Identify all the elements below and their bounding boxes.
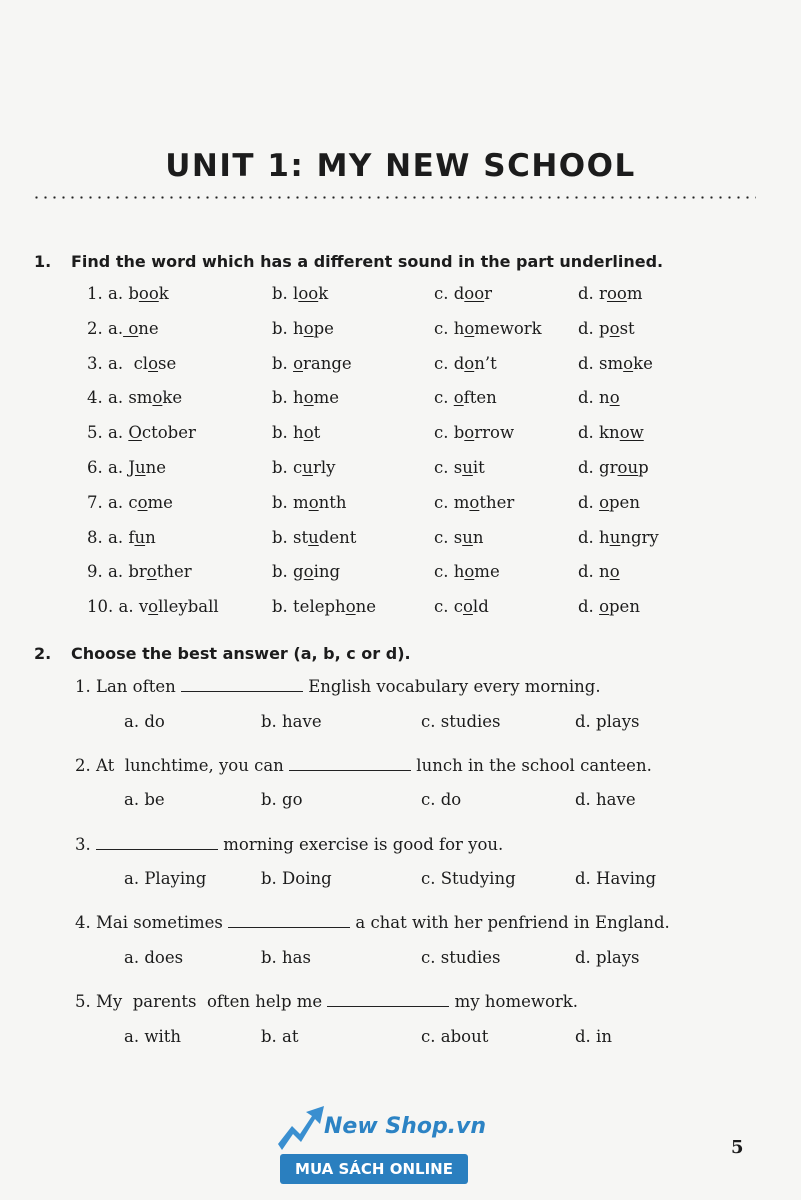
option-a: 5. a. October (87, 423, 196, 443)
answer-option-d: d. Having (575, 869, 657, 889)
arrow-logo-icon (278, 1104, 326, 1152)
option-c: c. cold (434, 597, 489, 617)
section-instruction: Choose the best answer (a, b, c or d). (71, 644, 411, 663)
answer-blank[interactable] (327, 992, 449, 1007)
section-number: 1. (34, 252, 52, 271)
answer-option-b: b. have (261, 711, 322, 731)
option-b: b. home (272, 388, 340, 408)
option-a: 10. a. volleyball (87, 597, 219, 617)
answer-option-b: b. Doing (261, 869, 332, 889)
option-c: c. door (434, 284, 493, 303)
option-a: 1. a. book (87, 284, 169, 303)
option-d: d. know (578, 423, 644, 443)
options-row (0, 790, 801, 814)
option-d: d. no (578, 388, 620, 408)
option-d: d. smoke (578, 353, 653, 373)
answer-option-a: a. Playing (124, 869, 207, 889)
question-row (0, 388, 801, 412)
option-b: b. hot (272, 423, 321, 443)
question-row (0, 493, 801, 517)
answer-option-c: c. do (421, 790, 462, 810)
question-row (0, 319, 801, 343)
option-a: 6. a. June (87, 458, 166, 477)
option-c: c. suit (434, 458, 485, 477)
answer-option-c: c. studies (421, 947, 501, 967)
question-line (0, 913, 801, 937)
option-c: c. sun (434, 527, 484, 547)
answer-option-d: d. plays (575, 947, 640, 967)
question-row (0, 354, 801, 378)
option-d: d. no (578, 562, 620, 582)
option-a: 2. a. one (87, 318, 159, 338)
question-line (0, 756, 801, 780)
answer-option-a: a. do (124, 711, 165, 731)
option-d: d. room (578, 284, 643, 303)
question-row (0, 458, 801, 482)
option-b: b. curly (272, 458, 336, 477)
options-row (0, 1027, 801, 1051)
dotted-divider (32, 196, 756, 199)
question-text: 2. At lunchtime, you can lunch in the school canteen. (75, 755, 652, 775)
option-c: c. don’t (434, 353, 497, 373)
option-c: c. home (434, 562, 500, 582)
option-b: b. student (272, 527, 357, 547)
option-b: b. orange (272, 353, 352, 373)
question-row (0, 562, 801, 586)
option-a: 9. a. brother (87, 562, 192, 582)
answer-option-c: c. Studying (421, 869, 516, 889)
newshop-logo (278, 1104, 487, 1186)
option-c: c. homework (434, 318, 542, 338)
answer-option-a: a. with (124, 1026, 181, 1046)
option-d: d. open (578, 597, 640, 617)
option-d: d. group (578, 458, 649, 477)
option-d: d. hungry (578, 527, 659, 547)
question-line (0, 992, 801, 1016)
option-c: c. often (434, 388, 497, 408)
option-a: 8. a. fun (87, 527, 156, 547)
page-title: UNIT 1: MY NEW SCHOOL (165, 148, 636, 184)
question-line (0, 835, 801, 859)
option-c: c. mother (434, 492, 515, 512)
question-row (0, 284, 801, 308)
options-row (0, 712, 801, 736)
option-a: 7. a. come (87, 492, 173, 512)
section-number: 2. (34, 644, 52, 663)
answer-blank[interactable] (289, 756, 411, 771)
option-b: b. going (272, 562, 341, 582)
question-row (0, 423, 801, 447)
question-text: 5. My parents often help me my homework. (75, 992, 579, 1012)
answer-option-a: a. does (124, 947, 184, 967)
answer-option-b: b. at (261, 1026, 299, 1046)
answer-blank[interactable] (96, 835, 218, 850)
option-a: 3. a. close (87, 353, 177, 373)
answer-option-d: d. in (575, 1026, 612, 1046)
question-text: 4. Mai sometimes a chat with her penfriend in England. (75, 913, 670, 933)
option-c: c. borrow (434, 423, 515, 443)
answer-blank[interactable] (181, 677, 303, 692)
option-d: d. open (578, 492, 640, 512)
answer-option-d: d. have (575, 790, 636, 810)
page-number: 5 (731, 1137, 744, 1158)
question-line (0, 677, 801, 701)
answer-option-a: a. be (124, 790, 165, 810)
answer-option-c: c. about (421, 1026, 489, 1046)
option-b: b. hope (272, 318, 334, 338)
option-b: b. telephone (272, 597, 377, 617)
options-row (0, 869, 801, 893)
option-b: b. look (272, 284, 329, 303)
answer-blank[interactable] (228, 913, 350, 928)
question-text: 3. morning exercise is good for you. (75, 834, 504, 854)
question-row (0, 528, 801, 552)
question-row (0, 597, 801, 621)
brand-tagline: MUA SÁCH ONLINE (280, 1154, 468, 1184)
question-text: 1. Lan often English vocabulary every morning. (75, 677, 601, 696)
answer-option-b: b. go (261, 790, 303, 810)
option-b: b. month (272, 492, 347, 512)
option-d: d. post (578, 318, 635, 338)
section-instruction: Find the word which has a different sound in the part underlined. (71, 252, 664, 271)
answer-option-c: c. studies (421, 711, 501, 731)
option-a: 4. a. smoke (87, 388, 183, 408)
answer-option-d: d. plays (575, 711, 640, 731)
answer-option-b: b. has (261, 947, 311, 967)
brand-name: New Shop.vn (324, 1114, 487, 1139)
options-row (0, 948, 801, 972)
